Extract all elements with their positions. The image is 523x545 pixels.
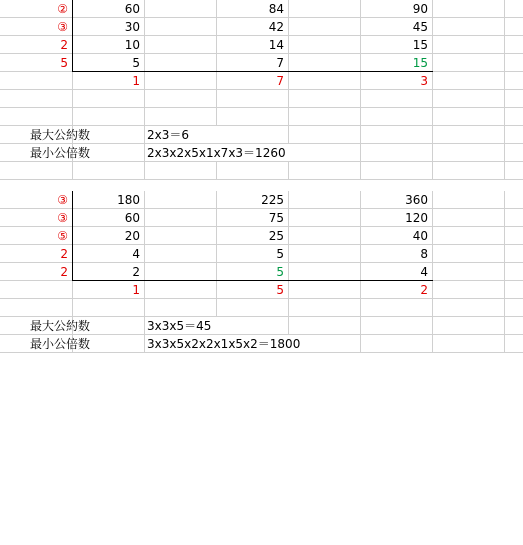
empty-cell[interactable] (361, 144, 433, 162)
empty-cell[interactable] (433, 54, 505, 72)
empty-cell[interactable] (289, 209, 361, 227)
empty-cell[interactable] (217, 126, 289, 144)
empty-cell[interactable] (505, 36, 523, 54)
empty-cell[interactable] (217, 299, 289, 317)
gcd-formula[interactable]: 2x3＝6 (145, 126, 217, 144)
empty-cell[interactable] (0, 90, 73, 108)
table-row (0, 227, 523, 245)
value-cell[interactable]: 60 (73, 0, 145, 18)
empty-cell[interactable] (505, 317, 523, 335)
empty-cell[interactable] (73, 90, 145, 108)
empty-cell[interactable] (433, 126, 505, 144)
table-row (0, 162, 523, 180)
empty-cell[interactable] (73, 317, 145, 335)
empty-cell[interactable] (505, 299, 523, 317)
empty-cell[interactable] (0, 281, 73, 299)
empty-cell[interactable] (433, 317, 505, 335)
table-row (0, 126, 523, 144)
empty-cell[interactable] (73, 162, 145, 180)
empty-cell[interactable] (73, 108, 145, 126)
divisor-cell[interactable]: ③ (0, 18, 73, 36)
table-row (0, 0, 523, 18)
table-row (0, 245, 523, 263)
table-row (0, 209, 523, 227)
empty-cell[interactable] (145, 0, 217, 18)
table-row (0, 317, 523, 335)
empty-cell[interactable] (505, 0, 523, 18)
empty-cell[interactable] (505, 191, 523, 209)
value-cell[interactable]: 42 (217, 18, 289, 36)
empty-cell[interactable] (505, 227, 523, 245)
table-row (0, 335, 523, 353)
empty-cell[interactable] (289, 245, 361, 263)
empty-cell[interactable] (145, 108, 217, 126)
divisor-cell[interactable]: ③ (0, 191, 73, 209)
empty-cell[interactable] (289, 36, 361, 54)
empty-cell[interactable] (361, 317, 433, 335)
empty-cell[interactable] (73, 126, 145, 144)
empty-cell[interactable] (289, 126, 361, 144)
empty-cell[interactable] (145, 18, 217, 36)
empty-cell[interactable] (505, 245, 523, 263)
empty-cell[interactable] (217, 162, 289, 180)
empty-cell[interactable] (217, 144, 289, 162)
empty-cell[interactable] (433, 108, 505, 126)
table-row (0, 299, 523, 317)
empty-cell[interactable] (361, 108, 433, 126)
table-row (0, 281, 523, 299)
result-cell[interactable]: 7 (217, 72, 289, 90)
empty-cell[interactable] (0, 299, 73, 317)
empty-cell[interactable] (433, 162, 505, 180)
empty-cell[interactable] (0, 108, 73, 126)
divisor-cell[interactable]: 5 (0, 54, 73, 72)
empty-cell[interactable] (289, 90, 361, 108)
gcd-label[interactable]: 最大公約数 (0, 317, 73, 335)
empty-cell[interactable] (505, 263, 523, 281)
empty-cell[interactable] (433, 227, 505, 245)
division-bracket-vertical (72, 191, 73, 281)
value-cell[interactable]: 14 (217, 36, 289, 54)
empty-cell[interactable] (289, 191, 361, 209)
value-cell[interactable]: 4 (73, 245, 145, 263)
empty-cell[interactable] (433, 18, 505, 36)
empty-cell[interactable] (145, 227, 217, 245)
division-bracket-horizontal (73, 280, 433, 281)
empty-cell[interactable] (289, 227, 361, 245)
empty-cell[interactable] (289, 162, 361, 180)
empty-cell[interactable] (145, 209, 217, 227)
empty-cell[interactable] (145, 263, 217, 281)
gcd-label[interactable]: 最大公約数 (0, 126, 73, 144)
divisor-cell[interactable]: 2 (0, 245, 73, 263)
value-cell[interactable]: 120 (361, 209, 433, 227)
empty-cell[interactable] (289, 299, 361, 317)
empty-cell[interactable] (0, 72, 73, 90)
value-cell[interactable]: 30 (73, 18, 145, 36)
result-cell[interactable]: 5 (217, 281, 289, 299)
empty-cell[interactable] (505, 281, 523, 299)
divisor-cell[interactable]: 2 (0, 263, 73, 281)
table-row (0, 144, 523, 162)
value-cell[interactable]: 15 (361, 54, 433, 72)
empty-cell[interactable] (289, 54, 361, 72)
empty-cell[interactable] (289, 0, 361, 18)
empty-cell[interactable] (433, 299, 505, 317)
value-cell[interactable]: 10 (73, 36, 145, 54)
empty-cell[interactable] (505, 90, 523, 108)
empty-cell[interactable] (217, 108, 289, 126)
empty-cell[interactable] (289, 335, 361, 353)
empty-cell[interactable] (505, 18, 523, 36)
divisor-cell[interactable]: ③ (0, 209, 73, 227)
empty-cell[interactable] (145, 191, 217, 209)
empty-cell[interactable] (145, 162, 217, 180)
empty-cell[interactable] (0, 162, 73, 180)
lcm-formula[interactable]: 2x3x2x5x1x7x3＝1260 (147, 146, 286, 160)
table-row (0, 108, 523, 126)
empty-cell[interactable] (433, 335, 505, 353)
lcm-label[interactable]: 最小公倍数 (0, 144, 73, 162)
table-row (0, 263, 523, 281)
empty-cell[interactable] (145, 281, 217, 299)
empty-cell[interactable] (505, 209, 523, 227)
empty-cell[interactable] (217, 317, 289, 335)
empty-cell[interactable] (505, 108, 523, 126)
value-cell[interactable]: 5 (217, 263, 289, 281)
value-cell[interactable]: 84 (217, 0, 289, 18)
table-row (0, 54, 523, 72)
empty-cell[interactable] (505, 162, 523, 180)
empty-cell[interactable] (433, 72, 505, 90)
empty-cell[interactable] (361, 162, 433, 180)
value-cell[interactable]: 360 (361, 191, 433, 209)
division-bracket-vertical (72, 0, 73, 72)
value-cell[interactable]: 40 (361, 227, 433, 245)
empty-cell[interactable] (433, 281, 505, 299)
empty-cell[interactable] (433, 209, 505, 227)
empty-cell[interactable] (433, 191, 505, 209)
empty-cell[interactable] (145, 299, 217, 317)
empty-cell[interactable] (145, 245, 217, 263)
table-row (0, 18, 523, 36)
divisor-cell[interactable]: ⑤ (0, 227, 73, 245)
empty-cell[interactable] (505, 54, 523, 72)
value-cell[interactable]: 45 (361, 18, 433, 36)
value-cell[interactable]: 4 (361, 263, 433, 281)
table-row (0, 72, 523, 90)
empty-cell[interactable] (73, 335, 145, 353)
empty-cell[interactable] (361, 335, 433, 353)
result-cell[interactable]: 1 (73, 281, 145, 299)
empty-cell[interactable] (145, 72, 217, 90)
value-cell[interactable]: 8 (361, 245, 433, 263)
empty-cell[interactable] (289, 72, 361, 90)
empty-cell[interactable] (145, 90, 217, 108)
empty-cell[interactable] (289, 144, 361, 162)
gcd-formula[interactable]: 3x3x5＝45 (145, 317, 217, 335)
divisor-cell[interactable]: 2 (0, 36, 73, 54)
value-cell[interactable]: 75 (217, 209, 289, 227)
empty-cell[interactable] (361, 126, 433, 144)
empty-cell[interactable] (73, 299, 145, 317)
value-cell[interactable]: 5 (217, 245, 289, 263)
table-row (0, 90, 523, 108)
value-cell[interactable]: 90 (361, 0, 433, 18)
empty-cell[interactable] (289, 108, 361, 126)
empty-cell[interactable] (361, 90, 433, 108)
table-row (0, 191, 523, 209)
empty-cell[interactable] (505, 72, 523, 90)
empty-cell[interactable] (433, 0, 505, 18)
divisor-cell[interactable]: ② (0, 0, 73, 18)
result-cell[interactable]: 1 (73, 72, 145, 90)
empty-cell[interactable] (217, 90, 289, 108)
lcm-label[interactable]: 最小公倍数 (0, 335, 73, 353)
result-cell[interactable]: 3 (361, 72, 433, 90)
empty-cell[interactable] (433, 36, 505, 54)
value-cell[interactable]: 225 (217, 191, 289, 209)
division-bracket-horizontal (73, 71, 433, 72)
value-cell[interactable]: 15 (361, 36, 433, 54)
value-cell[interactable]: 2 (73, 263, 145, 281)
value-cell[interactable]: 180 (73, 191, 145, 209)
empty-cell[interactable] (145, 54, 217, 72)
value-cell[interactable]: 5 (73, 54, 145, 72)
empty-cell[interactable] (289, 263, 361, 281)
value-cell[interactable]: 7 (217, 54, 289, 72)
value-cell[interactable]: 20 (73, 227, 145, 245)
empty-cell[interactable] (289, 281, 361, 299)
empty-cell[interactable] (289, 18, 361, 36)
empty-cell[interactable] (217, 335, 289, 353)
value-cell[interactable]: 60 (73, 209, 145, 227)
empty-cell[interactable] (433, 144, 505, 162)
value-cell[interactable]: 25 (217, 227, 289, 245)
empty-cell[interactable] (505, 335, 523, 353)
empty-cell[interactable] (433, 263, 505, 281)
lcm-formula[interactable]: 3x3x5x2x2x1x5x2＝1800 (147, 337, 301, 351)
empty-cell[interactable] (505, 144, 523, 162)
empty-cell[interactable] (289, 317, 361, 335)
empty-cell[interactable] (505, 126, 523, 144)
table-row (0, 36, 523, 54)
result-cell[interactable]: 2 (361, 281, 433, 299)
empty-cell[interactable] (433, 245, 505, 263)
empty-cell[interactable] (73, 144, 145, 162)
empty-cell[interactable] (145, 36, 217, 54)
empty-cell[interactable] (361, 299, 433, 317)
empty-cell[interactable] (433, 90, 505, 108)
